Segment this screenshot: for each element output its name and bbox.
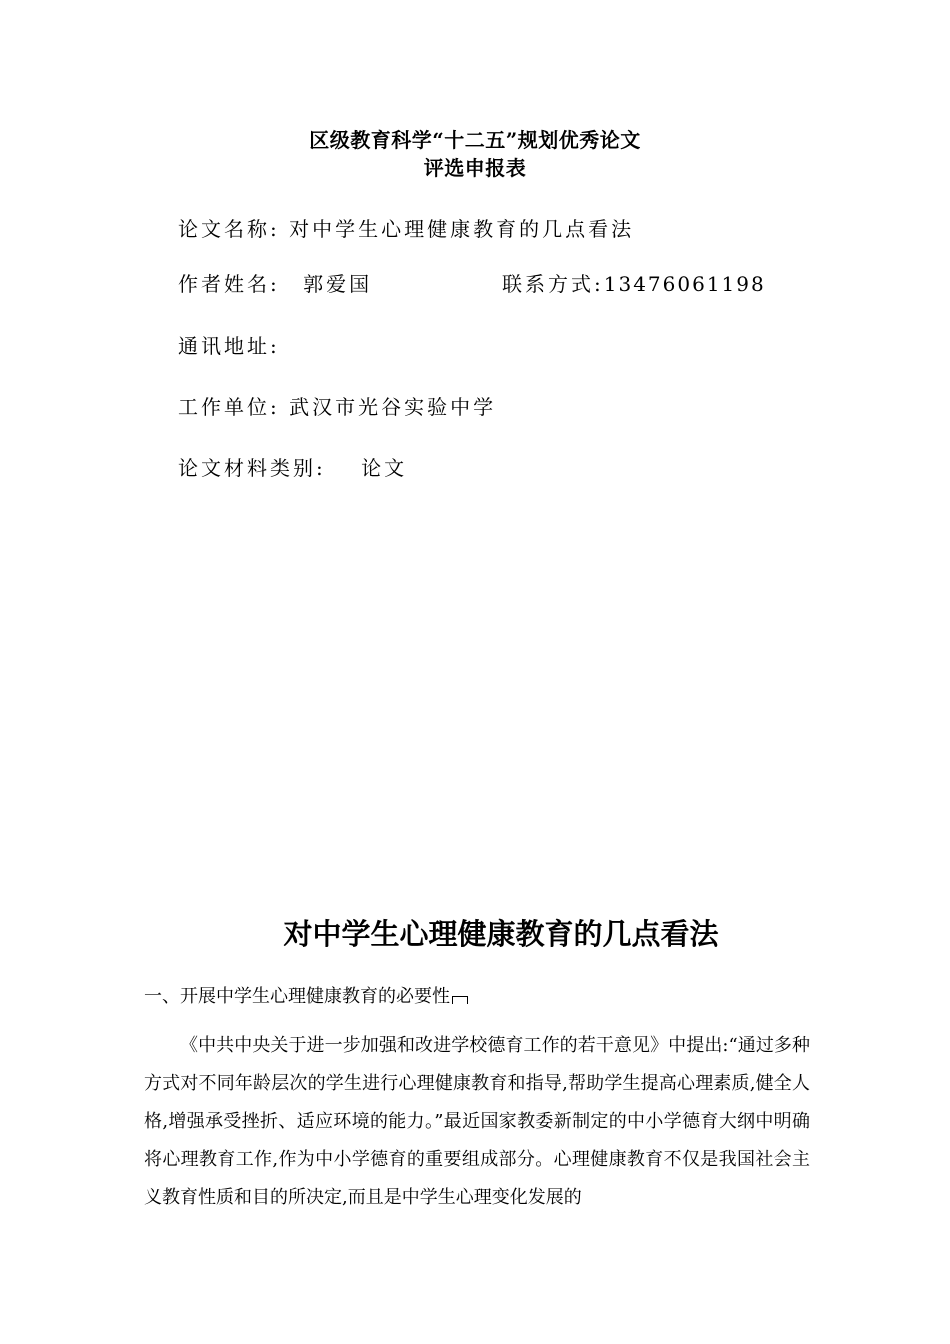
essay-title: 对中学生心理健康教育的几点看法 xyxy=(283,917,719,951)
category-value: 论文 xyxy=(361,456,408,480)
paper-name-value: 对中学生心理健康教育的几点看法 xyxy=(289,217,635,241)
section-heading-text: 一、开展中学生心理健康教育的必要性 xyxy=(144,986,450,1007)
contact-value: 13476061198 xyxy=(603,272,766,296)
author-value: 郭爱国 xyxy=(303,272,373,296)
form-title-line-2: 评选申报表 xyxy=(423,156,527,180)
contact-row xyxy=(502,271,766,297)
section-mark xyxy=(452,996,468,1004)
form-title-line-1: 区级教育科学“十二五”规划优秀论文 xyxy=(309,128,641,152)
essay-paragraph: 《中共中央关于进一步加强和改进学校德育工作的若干意见》中提出:“通过多种方式对不同年龄层次的学生进行心理健康教育和指导,帮助学生提高心理素质,健全人格,增强承受挫折、适应环境的能力。”最近国家教委新制定的中小学德育大纲中明确将心理教育工作,作为中小学德育的重要组成部分。心理健康教育不仅是我国社会主义教育性质和目的所决定,而且是中学生心理变化发展的 xyxy=(144,1035,810,1208)
section-heading xyxy=(144,985,468,1009)
workplace-label: 工作单位: xyxy=(178,395,280,419)
category-row xyxy=(178,455,407,481)
contact-label: 联系方式: xyxy=(502,272,604,296)
category-label: 论文材料类别: xyxy=(178,456,326,480)
workplace-value: 武汉市光谷实验中学 xyxy=(289,395,497,419)
author-row xyxy=(178,271,372,297)
paper-name-row xyxy=(178,216,634,242)
address-label: 通讯地址: xyxy=(178,334,280,358)
paper-name-label: 论文名称: xyxy=(178,217,280,241)
workplace-row xyxy=(178,394,496,420)
address-row xyxy=(178,333,280,359)
author-label: 作者姓名: xyxy=(178,272,280,296)
